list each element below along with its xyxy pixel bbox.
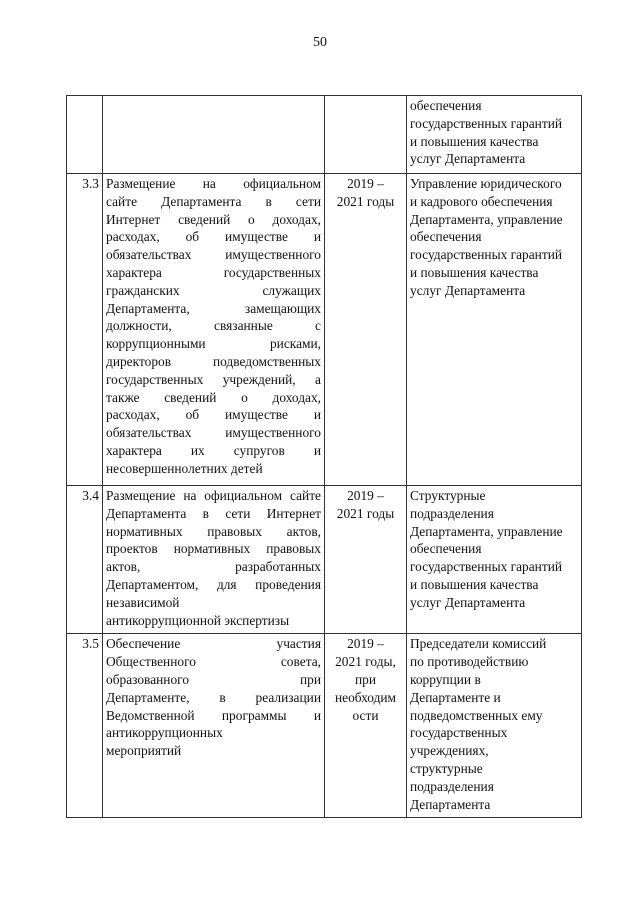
measures-table (66, 95, 582, 818)
event-text-line: гражданских служащих (106, 282, 321, 298)
event-text-line: Департамента, замещающих (106, 300, 321, 316)
executor-text-line: и повышения качества (410, 133, 539, 149)
event-text-line: характера государственных (106, 264, 321, 280)
event-text-line: мероприятий (106, 743, 182, 759)
table-body (67, 96, 582, 818)
event-text-line: обязательствах имущественного (106, 425, 321, 441)
event-text-line: образованного при (106, 671, 321, 687)
term-text-line: 2019 – (347, 636, 384, 652)
table-row (67, 96, 582, 174)
executor-cell (407, 174, 582, 486)
event-text-line: расходах, об имуществе и (106, 407, 321, 423)
term-cell (325, 96, 407, 174)
executor-text-line: Департамента (410, 796, 491, 812)
executor-cell (407, 634, 582, 818)
event-cell (103, 96, 325, 174)
event-text-line: характера их супругов и (106, 442, 321, 458)
executor-text-line: услуг Департамента (410, 151, 526, 167)
executor-text-line: Департамента, управление (410, 523, 563, 539)
term-text-line: 2019 – (347, 488, 384, 503)
executor-text-line: и повышения качества (410, 576, 539, 592)
event-text-line: директоров подведомственных (106, 353, 321, 369)
event-text-line: Департамента в сети Интернет (106, 505, 321, 521)
event-cell (103, 486, 325, 634)
event-text-line: нормативных правовых актов, (106, 523, 321, 539)
executor-text-line: государственных гарантий (410, 559, 563, 575)
executor-text-line: подведомственных ему (410, 707, 543, 723)
executor-text-line: по противодействию (410, 654, 529, 670)
executor-text-line: обеспечения (410, 98, 482, 113)
executor-text-line: обеспечения (410, 229, 482, 245)
executor-text-line: государственных гарантий (410, 115, 563, 131)
table-row (67, 486, 582, 634)
table-row (67, 174, 582, 486)
row-number: 3.3 (67, 174, 103, 486)
event-cell (103, 174, 325, 486)
executor-text-line: Структурные (410, 488, 486, 503)
event-text-line: Размещение на официальном (106, 176, 321, 191)
event-cell (103, 634, 325, 818)
row-number: 3.4 (67, 486, 103, 634)
event-text-line: коррупционными рисками, (106, 336, 321, 352)
executor-text-line: Департаменте и (410, 689, 501, 705)
event-text-line: расходах, об имуществе и (106, 229, 321, 245)
event-text-line: государственных учреждений, а (106, 371, 321, 387)
term-text-line: 2019 – (347, 176, 384, 191)
term-cell (325, 174, 407, 486)
event-text-line: Обеспечение участия (106, 636, 321, 652)
event-text-line: Общественного совета, (106, 654, 321, 670)
event-text-line: Департаментом, для проведения (106, 576, 321, 592)
executor-text-line: подразделения (410, 505, 494, 521)
executor-text-line: структурные (410, 760, 483, 776)
event-text-line: актов, разработанных (106, 559, 321, 575)
executor-text-line: государственных гарантий (410, 247, 563, 263)
row-number: 3.5 (67, 634, 103, 818)
executor-text-line: Председатели комиссий (410, 636, 547, 652)
event-text-line: должности, связанные с (106, 318, 321, 334)
event-text-line: также сведений о доходах, (106, 389, 321, 405)
executor-text-line: услуг Департамента (410, 282, 526, 298)
executor-text-line: государственных (410, 725, 508, 741)
executor-text-line: услуг Департамента (410, 594, 526, 610)
term-text-line: 2021 годы (336, 505, 395, 521)
term-text-line: необходим (334, 689, 397, 705)
event-text-line: проектов нормативных правовых (106, 541, 321, 557)
page-number: 50 (313, 35, 327, 50)
executor-text-line: подразделения (410, 778, 494, 794)
event-text-line: Размещение на официальном сайте (106, 488, 321, 503)
event-text-line: Департаменте, в реализации (106, 689, 321, 705)
event-text-line: антикоррупционной экспертизы (106, 612, 290, 628)
row-number (67, 96, 103, 174)
event-text-line: обязательствах имущественного (106, 247, 321, 263)
term-text-line: при (354, 671, 377, 687)
executor-text-line: учреждениях, (410, 743, 489, 759)
term-text-line: 2021 годы (336, 193, 395, 209)
event-text-line: несовершеннолетних детей (106, 460, 263, 476)
executor-cell (407, 486, 582, 634)
executor-text-line: обеспечения (410, 541, 482, 557)
table-row (67, 634, 582, 818)
term-text-line: 2021 годы, (335, 654, 396, 670)
term-cell (325, 634, 407, 818)
executor-text-line: коррупции в (410, 671, 481, 687)
term-text-line: ости (352, 707, 379, 723)
executor-text-line: и повышения качества (410, 264, 539, 280)
term-cell (325, 486, 407, 634)
event-text-line: сайте Департамента в сети (106, 193, 321, 209)
event-text-line: антикоррупционных (106, 725, 223, 741)
event-text-line: Интернет сведений о доходах, (106, 211, 321, 227)
event-text-line: Ведомственной программы и (106, 707, 321, 723)
event-text-line: независимой (106, 594, 180, 610)
executor-text-line: Управление юридического (410, 176, 562, 191)
executor-cell (407, 96, 582, 174)
executor-text-line: Департамента, управление (410, 211, 563, 227)
executor-text-line: и кадрового обеспечения (410, 193, 553, 209)
